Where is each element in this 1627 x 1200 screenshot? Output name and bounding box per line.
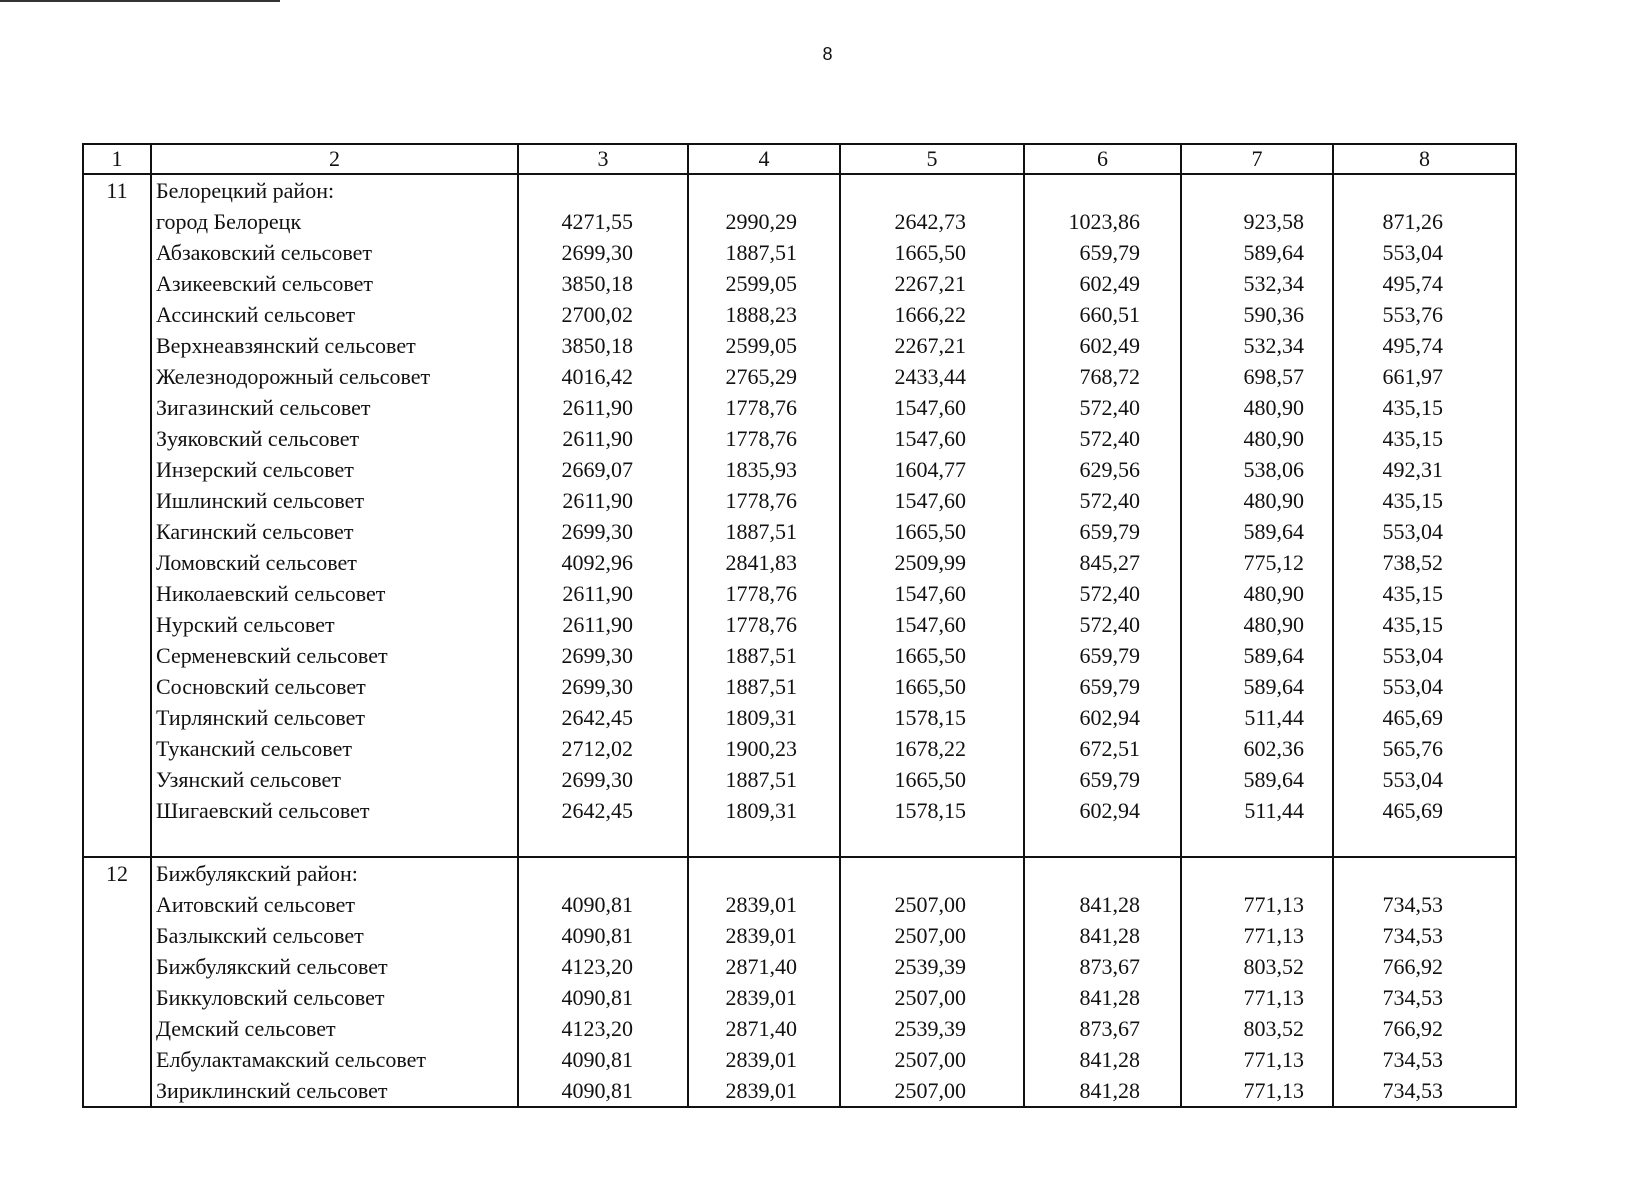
empty-cell — [151, 826, 518, 857]
table-row — [83, 392, 1516, 423]
column-header-4: 4 — [688, 144, 840, 174]
settlement-name: Аитовский сельсовет — [151, 889, 518, 920]
table-row — [83, 578, 1516, 609]
value-col-4: 1778,76 — [688, 423, 840, 454]
table-row — [83, 951, 1516, 982]
value-col-5: 1578,15 — [840, 795, 1024, 826]
district-group — [83, 174, 1516, 857]
table-row — [83, 1013, 1516, 1044]
empty-cell — [83, 454, 151, 485]
district-title: Бижбулякский район: — [151, 857, 518, 889]
district-title-row — [83, 174, 1516, 206]
value-col-7: 480,90 — [1181, 485, 1333, 516]
value-col-4: 1888,23 — [688, 299, 840, 330]
tariff-table — [82, 143, 1517, 1108]
settlement-name: Абзаковский сельсовет — [151, 237, 518, 268]
empty-cell — [83, 485, 151, 516]
value-col-4: 2871,40 — [688, 951, 840, 982]
settlement-name: Тирлянский сельсовет — [151, 702, 518, 733]
value-col-8: 435,15 — [1333, 609, 1516, 640]
table-row — [83, 547, 1516, 578]
value-col-3: 2699,30 — [518, 640, 688, 671]
value-col-8: 734,53 — [1333, 889, 1516, 920]
table-row — [83, 671, 1516, 702]
empty-cell — [840, 857, 1024, 889]
value-col-6: 841,28 — [1024, 889, 1181, 920]
value-col-5: 2507,00 — [840, 982, 1024, 1013]
settlement-name: Зириклинский сельсовет — [151, 1075, 518, 1107]
value-col-7: 532,34 — [1181, 268, 1333, 299]
empty-cell — [83, 299, 151, 330]
value-col-5: 1666,22 — [840, 299, 1024, 330]
value-col-6: 572,40 — [1024, 423, 1181, 454]
empty-cell — [688, 174, 840, 206]
value-col-3: 2699,30 — [518, 237, 688, 268]
empty-cell — [83, 1044, 151, 1075]
value-col-6: 873,67 — [1024, 1013, 1181, 1044]
value-col-6: 572,40 — [1024, 578, 1181, 609]
value-col-4: 1778,76 — [688, 485, 840, 516]
value-col-5: 1665,50 — [840, 640, 1024, 671]
value-col-8: 435,15 — [1333, 485, 1516, 516]
value-col-5: 2539,39 — [840, 1013, 1024, 1044]
value-col-5: 2507,00 — [840, 1075, 1024, 1107]
settlement-name: Бижбулякский сельсовет — [151, 951, 518, 982]
empty-cell — [1333, 857, 1516, 889]
value-col-7: 803,52 — [1181, 1013, 1333, 1044]
empty-cell — [83, 764, 151, 795]
value-col-3: 4090,81 — [518, 889, 688, 920]
settlement-name: Железнодорожный сельсовет — [151, 361, 518, 392]
empty-cell — [1181, 857, 1333, 889]
value-col-3: 2699,30 — [518, 671, 688, 702]
value-col-4: 1887,51 — [688, 671, 840, 702]
value-col-8: 734,53 — [1333, 920, 1516, 951]
column-header-3: 3 — [518, 144, 688, 174]
value-col-6: 841,28 — [1024, 982, 1181, 1013]
settlement-name: Сосновский сельсовет — [151, 671, 518, 702]
table-row — [83, 299, 1516, 330]
settlement-name: Серменевский сельсовет — [151, 640, 518, 671]
value-col-4: 1809,31 — [688, 702, 840, 733]
value-col-6: 659,79 — [1024, 671, 1181, 702]
value-col-6: 572,40 — [1024, 392, 1181, 423]
value-col-8: 465,69 — [1333, 795, 1516, 826]
column-header-2: 2 — [151, 144, 518, 174]
value-col-3: 4123,20 — [518, 1013, 688, 1044]
empty-cell — [83, 889, 151, 920]
value-col-3: 4090,81 — [518, 1044, 688, 1075]
settlement-name: Нурский сельсовет — [151, 609, 518, 640]
value-col-8: 435,15 — [1333, 423, 1516, 454]
value-col-5: 2267,21 — [840, 330, 1024, 361]
value-col-8: 738,52 — [1333, 547, 1516, 578]
value-col-3: 4271,55 — [518, 206, 688, 237]
column-header-6: 6 — [1024, 144, 1181, 174]
value-col-8: 465,69 — [1333, 702, 1516, 733]
value-col-4: 2599,05 — [688, 330, 840, 361]
empty-cell — [83, 578, 151, 609]
empty-cell — [83, 1013, 151, 1044]
value-col-8: 553,04 — [1333, 764, 1516, 795]
value-col-3: 2611,90 — [518, 485, 688, 516]
empty-cell — [518, 857, 688, 889]
settlement-name: Ишлинский сельсовет — [151, 485, 518, 516]
empty-cell — [1024, 826, 1181, 857]
empty-cell — [518, 826, 688, 857]
value-col-3: 2611,90 — [518, 609, 688, 640]
value-col-5: 1665,50 — [840, 764, 1024, 795]
settlement-name: Азикеевский сельсовет — [151, 268, 518, 299]
value-col-5: 2539,39 — [840, 951, 1024, 982]
table-row — [83, 361, 1516, 392]
table-row — [83, 1044, 1516, 1075]
value-col-7: 589,64 — [1181, 671, 1333, 702]
table-row — [83, 609, 1516, 640]
table-row — [83, 982, 1516, 1013]
table-row — [83, 733, 1516, 764]
value-col-5: 1547,60 — [840, 578, 1024, 609]
value-col-8: 661,97 — [1333, 361, 1516, 392]
value-col-7: 589,64 — [1181, 640, 1333, 671]
value-col-7: 589,64 — [1181, 764, 1333, 795]
value-col-3: 2699,30 — [518, 516, 688, 547]
value-col-7: 589,64 — [1181, 237, 1333, 268]
table-row — [83, 795, 1516, 826]
empty-cell — [83, 920, 151, 951]
value-col-4: 1835,93 — [688, 454, 840, 485]
settlement-name: Туканский сельсовет — [151, 733, 518, 764]
value-col-5: 1604,77 — [840, 454, 1024, 485]
empty-cell — [83, 671, 151, 702]
value-col-8: 734,53 — [1333, 1044, 1516, 1075]
value-col-7: 923,58 — [1181, 206, 1333, 237]
settlement-name: Елбулактамакский сельсовет — [151, 1044, 518, 1075]
value-col-5: 1578,15 — [840, 702, 1024, 733]
value-col-7: 480,90 — [1181, 609, 1333, 640]
value-col-5: 2507,00 — [840, 889, 1024, 920]
value-col-6: 841,28 — [1024, 1075, 1181, 1107]
empty-cell — [688, 826, 840, 857]
value-col-6: 845,27 — [1024, 547, 1181, 578]
value-col-4: 2765,29 — [688, 361, 840, 392]
value-col-5: 1665,50 — [840, 671, 1024, 702]
value-col-4: 1887,51 — [688, 516, 840, 547]
value-col-6: 659,79 — [1024, 764, 1181, 795]
value-col-6: 572,40 — [1024, 485, 1181, 516]
value-col-3: 4090,81 — [518, 982, 688, 1013]
settlement-name: Зуяковский сельсовет — [151, 423, 518, 454]
empty-cell — [518, 174, 688, 206]
value-col-4: 2990,29 — [688, 206, 840, 237]
value-col-4: 2839,01 — [688, 1044, 840, 1075]
value-col-7: 771,13 — [1181, 1044, 1333, 1075]
empty-cell — [1181, 826, 1333, 857]
value-col-3: 2669,07 — [518, 454, 688, 485]
settlement-name: город Белорецк — [151, 206, 518, 237]
value-col-6: 660,51 — [1024, 299, 1181, 330]
district-title: Белорецкий район: — [151, 174, 518, 206]
table-row — [83, 1075, 1516, 1107]
empty-cell — [83, 982, 151, 1013]
value-col-4: 2839,01 — [688, 920, 840, 951]
value-col-8: 553,04 — [1333, 237, 1516, 268]
value-col-5: 1665,50 — [840, 237, 1024, 268]
value-col-7: 771,13 — [1181, 1075, 1333, 1107]
value-col-3: 4090,81 — [518, 920, 688, 951]
value-col-3: 3850,18 — [518, 330, 688, 361]
table-row — [83, 330, 1516, 361]
table-row — [83, 485, 1516, 516]
value-col-8: 495,74 — [1333, 268, 1516, 299]
empty-cell — [83, 206, 151, 237]
empty-cell — [83, 237, 151, 268]
value-col-7: 480,90 — [1181, 578, 1333, 609]
value-col-5: 2433,44 — [840, 361, 1024, 392]
empty-cell — [83, 609, 151, 640]
value-col-6: 572,40 — [1024, 609, 1181, 640]
table-row — [83, 237, 1516, 268]
value-col-7: 771,13 — [1181, 982, 1333, 1013]
value-col-5: 2507,00 — [840, 1044, 1024, 1075]
value-col-6: 629,56 — [1024, 454, 1181, 485]
value-col-7: 698,57 — [1181, 361, 1333, 392]
value-col-6: 841,28 — [1024, 1044, 1181, 1075]
district-group — [83, 857, 1516, 1107]
value-col-7: 775,12 — [1181, 547, 1333, 578]
table-row — [83, 454, 1516, 485]
empty-cell — [1024, 857, 1181, 889]
value-col-4: 1778,76 — [688, 609, 840, 640]
empty-cell — [83, 1075, 151, 1107]
empty-cell — [83, 423, 151, 454]
value-col-8: 495,74 — [1333, 330, 1516, 361]
value-col-4: 1809,31 — [688, 795, 840, 826]
empty-cell — [83, 547, 151, 578]
value-col-8: 871,26 — [1333, 206, 1516, 237]
value-col-8: 766,92 — [1333, 1013, 1516, 1044]
value-col-7: 532,34 — [1181, 330, 1333, 361]
value-col-4: 1900,23 — [688, 733, 840, 764]
settlement-name: Базлыкский сельсовет — [151, 920, 518, 951]
empty-cell — [83, 702, 151, 733]
value-col-5: 1678,22 — [840, 733, 1024, 764]
value-col-4: 2871,40 — [688, 1013, 840, 1044]
empty-cell — [83, 795, 151, 826]
value-col-5: 1547,60 — [840, 485, 1024, 516]
settlement-name: Ломовский сельсовет — [151, 547, 518, 578]
value-col-7: 511,44 — [1181, 795, 1333, 826]
value-col-8: 435,15 — [1333, 392, 1516, 423]
value-col-5: 1547,60 — [840, 423, 1024, 454]
district-title-row — [83, 857, 1516, 889]
table-row — [83, 640, 1516, 671]
value-col-6: 602,94 — [1024, 795, 1181, 826]
value-col-8: 435,15 — [1333, 578, 1516, 609]
value-col-3: 2642,45 — [518, 702, 688, 733]
value-col-4: 1887,51 — [688, 640, 840, 671]
value-col-3: 2611,90 — [518, 423, 688, 454]
value-col-4: 1778,76 — [688, 578, 840, 609]
empty-cell — [1333, 826, 1516, 857]
value-col-7: 771,13 — [1181, 889, 1333, 920]
page-number: 8 — [822, 44, 833, 64]
value-col-6: 659,79 — [1024, 640, 1181, 671]
value-col-6: 873,67 — [1024, 951, 1181, 982]
empty-cell — [83, 392, 151, 423]
empty-cell — [83, 640, 151, 671]
value-col-4: 1887,51 — [688, 764, 840, 795]
empty-cell — [840, 174, 1024, 206]
value-col-5: 1665,50 — [840, 516, 1024, 547]
value-col-5: 2507,00 — [840, 920, 1024, 951]
value-col-4: 1887,51 — [688, 237, 840, 268]
settlement-name: Демский сельсовет — [151, 1013, 518, 1044]
table-row — [83, 764, 1516, 795]
value-col-7: 803,52 — [1181, 951, 1333, 982]
value-col-3: 4090,81 — [518, 1075, 688, 1107]
table-row — [83, 423, 1516, 454]
settlement-name: Ассинский сельсовет — [151, 299, 518, 330]
settlement-name: Зигазинский сельсовет — [151, 392, 518, 423]
empty-cell — [688, 857, 840, 889]
value-col-8: 553,04 — [1333, 640, 1516, 671]
value-col-6: 768,72 — [1024, 361, 1181, 392]
value-col-7: 590,36 — [1181, 299, 1333, 330]
value-col-7: 602,36 — [1181, 733, 1333, 764]
value-col-6: 841,28 — [1024, 920, 1181, 951]
value-col-6: 659,79 — [1024, 516, 1181, 547]
value-col-3: 4016,42 — [518, 361, 688, 392]
empty-cell — [83, 268, 151, 299]
table-row — [83, 702, 1516, 733]
district-number: 11 — [83, 174, 151, 206]
value-col-6: 672,51 — [1024, 733, 1181, 764]
value-col-6: 1023,86 — [1024, 206, 1181, 237]
value-col-6: 602,94 — [1024, 702, 1181, 733]
empty-cell — [83, 361, 151, 392]
value-col-8: 734,53 — [1333, 1075, 1516, 1107]
value-col-5: 1547,60 — [840, 609, 1024, 640]
value-col-7: 511,44 — [1181, 702, 1333, 733]
settlement-name: Узянский сельсовет — [151, 764, 518, 795]
value-col-5: 2267,21 — [840, 268, 1024, 299]
empty-cell — [1181, 174, 1333, 206]
value-col-6: 659,79 — [1024, 237, 1181, 268]
table-row — [83, 516, 1516, 547]
table-row — [83, 920, 1516, 951]
settlement-name: Николаевский сельсовет — [151, 578, 518, 609]
value-col-3: 3850,18 — [518, 268, 688, 299]
value-col-6: 602,49 — [1024, 330, 1181, 361]
column-header-1: 1 — [83, 144, 151, 174]
value-col-8: 734,53 — [1333, 982, 1516, 1013]
scan-edge-mark — [0, 0, 280, 2]
empty-cell — [840, 826, 1024, 857]
empty-cell — [1333, 174, 1516, 206]
table-row — [83, 206, 1516, 237]
value-col-4: 2599,05 — [688, 268, 840, 299]
value-col-5: 2642,73 — [840, 206, 1024, 237]
settlement-name: Биккуловский сельсовет — [151, 982, 518, 1013]
value-col-6: 602,49 — [1024, 268, 1181, 299]
value-col-7: 480,90 — [1181, 392, 1333, 423]
column-number-header-row — [83, 144, 1516, 174]
value-col-3: 2699,30 — [518, 764, 688, 795]
value-col-3: 2611,90 — [518, 392, 688, 423]
settlement-name: Кагинский сельсовет — [151, 516, 518, 547]
settlement-name: Верхнеавзянский сельсовет — [151, 330, 518, 361]
value-col-7: 589,64 — [1181, 516, 1333, 547]
value-col-4: 2839,01 — [688, 889, 840, 920]
value-col-7: 538,06 — [1181, 454, 1333, 485]
column-header-5: 5 — [840, 144, 1024, 174]
value-col-4: 1778,76 — [688, 392, 840, 423]
value-col-5: 1547,60 — [840, 392, 1024, 423]
spacer-row — [83, 826, 1516, 857]
value-col-3: 4092,96 — [518, 547, 688, 578]
empty-cell — [1024, 174, 1181, 206]
value-col-8: 565,76 — [1333, 733, 1516, 764]
district-number: 12 — [83, 857, 151, 889]
column-header-7: 7 — [1181, 144, 1333, 174]
value-col-8: 553,04 — [1333, 671, 1516, 702]
column-header-8: 8 — [1333, 144, 1516, 174]
table-row — [83, 889, 1516, 920]
value-col-3: 2642,45 — [518, 795, 688, 826]
empty-cell — [83, 951, 151, 982]
value-col-4: 2841,83 — [688, 547, 840, 578]
value-col-4: 2839,01 — [688, 982, 840, 1013]
settlement-name: Шигаевский сельсовет — [151, 795, 518, 826]
empty-cell — [83, 826, 151, 857]
value-col-8: 766,92 — [1333, 951, 1516, 982]
empty-cell — [83, 330, 151, 361]
value-col-3: 2611,90 — [518, 578, 688, 609]
value-col-8: 553,76 — [1333, 299, 1516, 330]
table-row — [83, 268, 1516, 299]
value-col-4: 2839,01 — [688, 1075, 840, 1107]
value-col-7: 771,13 — [1181, 920, 1333, 951]
value-col-8: 492,31 — [1333, 454, 1516, 485]
value-col-3: 2700,02 — [518, 299, 688, 330]
value-col-7: 480,90 — [1181, 423, 1333, 454]
settlement-name: Инзерский сельсовет — [151, 454, 518, 485]
value-col-8: 553,04 — [1333, 516, 1516, 547]
value-col-3: 2712,02 — [518, 733, 688, 764]
value-col-5: 2509,99 — [840, 547, 1024, 578]
value-col-3: 4123,20 — [518, 951, 688, 982]
empty-cell — [83, 733, 151, 764]
empty-cell — [83, 516, 151, 547]
